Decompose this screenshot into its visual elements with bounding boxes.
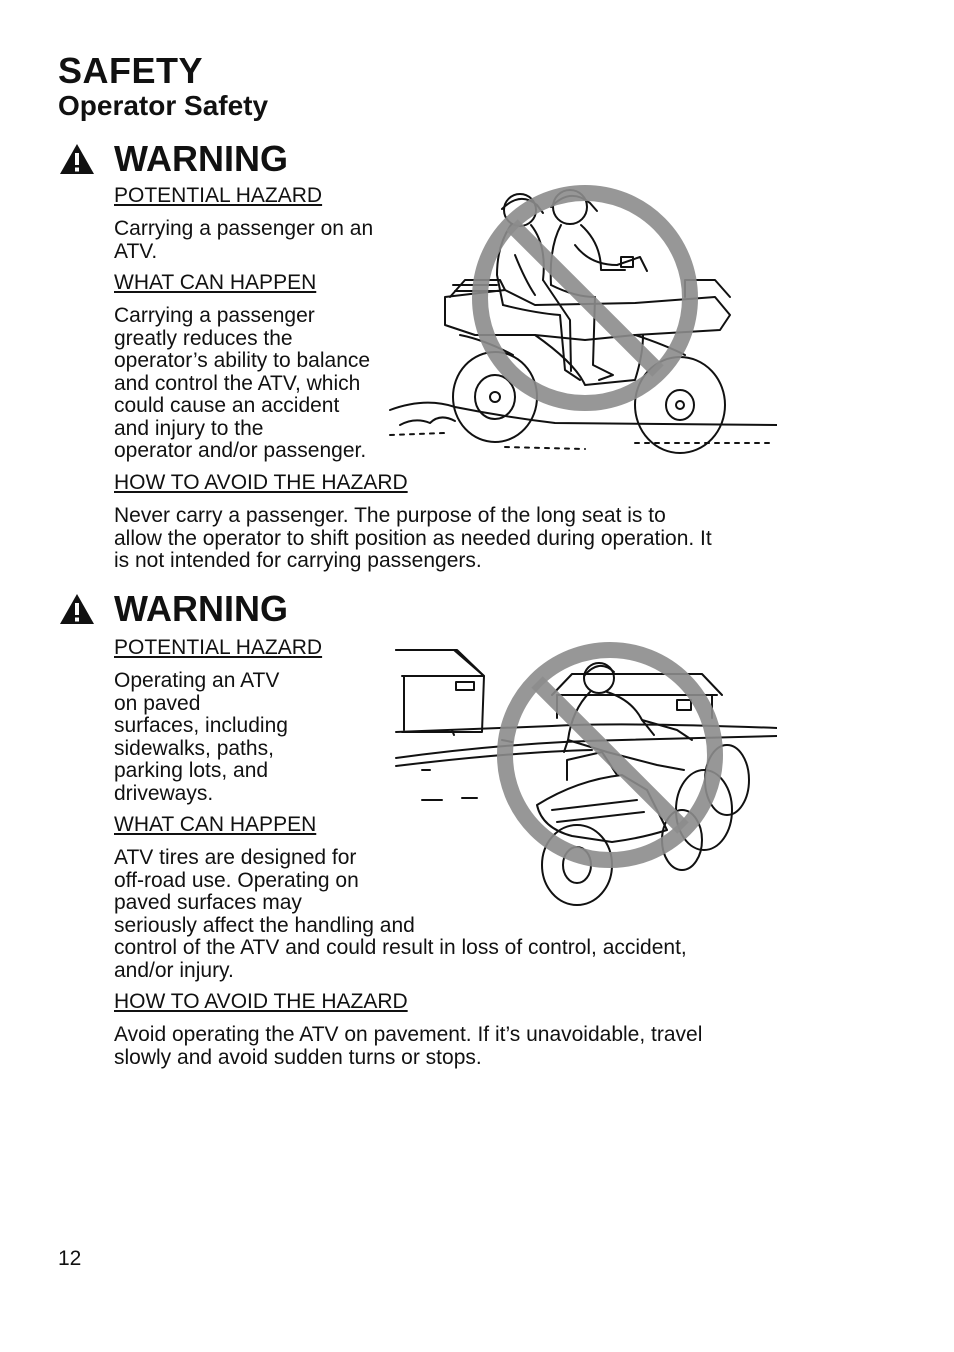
warning-heading-2 xyxy=(58,588,288,630)
subsection-title: Operator Safety xyxy=(58,90,269,121)
what-can-happen-text: Carrying a passenger greatly reduces the operator’s ability to balance and control the ATV, which could cause an accident and injury to the operator and/or passenger. xyxy=(114,304,371,462)
page-number: 12 xyxy=(58,1247,82,1270)
warning-triangle-icon xyxy=(58,142,96,176)
atv-pavement-illustration xyxy=(392,640,777,915)
warning-title: WARNING xyxy=(114,588,288,629)
what-can-happen-text: ATV tires are designed for off-road use. Operating on paved surfaces may seriously affect the handling and control of the ATV and could result in loss of control, accident, and/or injury. xyxy=(114,846,687,982)
atv-passenger-illustration xyxy=(385,185,777,460)
section-title: SAFETY xyxy=(58,50,204,91)
prohibition-sign-icon xyxy=(505,650,715,860)
how-to-avoid-label: HOW TO AVOID THE HAZARD xyxy=(114,471,408,494)
prohibition-sign-icon xyxy=(480,193,690,403)
how-to-avoid-text: Never carry a passenger. The purpose of the long seat is to allow the operator to shift position as needed during operation. It is not intended for carrying passengers. xyxy=(114,504,712,572)
warning-title: WARNING xyxy=(114,138,288,179)
how-to-avoid-label: HOW TO AVOID THE HAZARD xyxy=(114,990,408,1013)
what-can-happen-label: WHAT CAN HAPPEN xyxy=(114,813,317,836)
hazard-text: Operating an ATV on paved surfaces, including sidewalks, paths, parking lots, and driveways. xyxy=(114,669,288,805)
what-can-happen-label: WHAT CAN HAPPEN xyxy=(114,271,317,294)
potential-hazard-label: POTENTIAL HAZARD xyxy=(114,184,323,207)
how-to-avoid-text: Avoid operating the ATV on pavement. If it’s unavoidable, travel slowly and avoid sudden turns or stops. xyxy=(114,1023,703,1069)
warning-triangle-icon xyxy=(58,592,96,626)
hazard-text: Carrying a passenger on an ATV. xyxy=(114,217,374,263)
warning-heading-1 xyxy=(58,138,288,180)
potential-hazard-label: POTENTIAL HAZARD xyxy=(114,636,323,659)
